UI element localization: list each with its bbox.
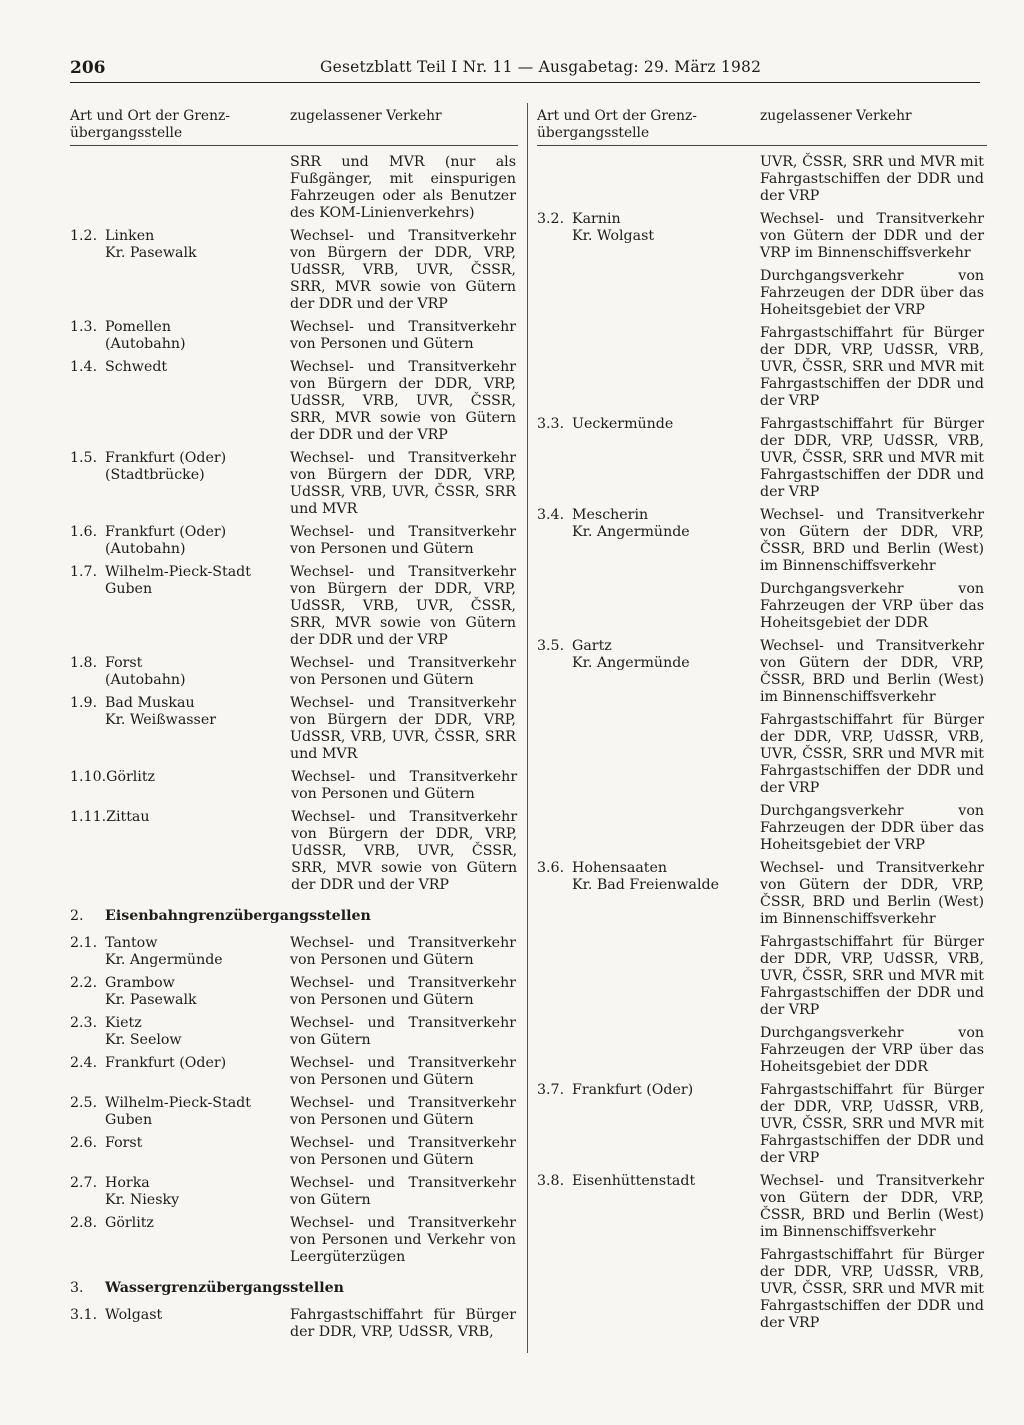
entry-traffic — [291, 809, 517, 894]
list-item — [537, 638, 987, 854]
entry-traffic — [290, 1055, 516, 1089]
traffic-text: Durchgangsverkehr von Fahrzeugen der DDR über das Hoheitsgebiet der VRP — [760, 803, 984, 853]
traffic-text: Wechsel- und Transitverkehr von Bürgern der DDR, VRP, UdSSR, VRB, UVR, ČSSR, SRR, MVR sowie von Gütern der DDR und der VRP — [290, 564, 516, 648]
entry-place: Wolgast — [105, 1307, 163, 1323]
entry-place: Pomellen (Autobahn) — [105, 319, 186, 352]
entry-traffic — [290, 1307, 516, 1341]
traffic-text: Wechsel- und Transitverkehr von Gütern der DDR, VRP, ČSSR, BRD und Berlin (West) im Binnenschiffsverkehr — [760, 860, 984, 927]
entry-place — [105, 154, 290, 222]
entry-place: Bad Muskau Kr. Weißwasser — [105, 695, 217, 728]
entry-traffic — [290, 524, 516, 558]
entry-number: 1.8. — [70, 655, 98, 671]
section-heading — [70, 1280, 518, 1297]
entry-place: Wilhelm-Pieck-Stadt Guben — [105, 1095, 251, 1128]
entry-traffic — [290, 1215, 516, 1266]
traffic-text: Wechsel- und Transitverkehr von Gütern der DDR, VRP, ČSSR, BRD und Berlin (West) im Binnenschiffsverkehr — [760, 638, 984, 705]
entry-number: 2.2. — [70, 975, 98, 991]
entry-number: 2.3. — [70, 1015, 98, 1031]
list-item — [70, 524, 518, 558]
traffic-text: UVR, ČSSR, SRR und MVR mit Fahrgastschiffen der DDR und der VRP — [760, 154, 984, 204]
traffic-text: Wechsel- und Transitverkehr von Bürgern der DDR, VRP, UdSSR, VRB, UVR, ČSSR, SRR, MVR sowie von Gütern der DDR und der VRP — [290, 228, 516, 312]
entry-place: Forst — [105, 1135, 143, 1151]
entry-traffic — [760, 416, 984, 501]
entry-place: Zittau — [106, 809, 150, 825]
entry-number: 1.9. — [70, 695, 98, 711]
section-title: Wassergrenzübergangsstellen — [105, 1280, 344, 1296]
entry-place: Frankfurt (Oder) — [105, 1055, 227, 1071]
list-item — [70, 450, 518, 518]
entry-place: Ueckermünde — [572, 416, 674, 432]
list-item — [537, 416, 987, 501]
page-header — [70, 58, 980, 83]
entry-number: 1.2. — [70, 228, 98, 244]
traffic-text: Durchgangsverkehr von Fahrzeugen der VRP über das Hoheitsgebiet der DDR — [760, 581, 984, 631]
entry-place: Linken Kr. Pasewalk — [105, 228, 197, 261]
list-item — [70, 319, 518, 353]
entry-number: 3.3. — [537, 416, 565, 432]
entry-number: 3.5. — [537, 638, 565, 654]
entry-traffic — [290, 359, 516, 444]
traffic-text: Fahrgastschiffahrt für Bürger der DDR, VRP, UdSSR, VRB, UVR, ČSSR, SRR und MVR mit Fahrgastschiffen der DDR und der VRP — [760, 934, 984, 1018]
traffic-text: Wechsel- und Transitverkehr von Personen und Gütern — [291, 769, 518, 802]
entry-traffic — [290, 564, 516, 649]
entry-place: Kietz Kr. Seelow — [105, 1015, 182, 1048]
entry-traffic — [290, 1095, 516, 1129]
header-place: Art und Ort der Grenz-übergangsstelle — [537, 108, 697, 141]
traffic-text: Wechsel- und Transitverkehr von Personen und Verkehr von Leergüterzügen — [290, 1215, 516, 1265]
entry-place: Horka Kr. Niesky — [105, 1175, 180, 1208]
entry-number — [537, 154, 572, 205]
traffic-text: Wechsel- und Transitverkehr von Bürgern der DDR, VRP, UdSSR, VRB, UVR, ČSSR, SRR und MVR — [290, 450, 516, 517]
header-place: Art und Ort der Grenz-übergangsstelle — [70, 108, 230, 141]
list-item — [70, 975, 518, 1009]
traffic-text: Wechsel- und Transitverkehr von Bürgern der DDR, VRP, UdSSR, VRB, UVR, ČSSR, SRR, MVR sowie von Gütern der DDR und der VRP — [290, 359, 516, 443]
traffic-text: Wechsel- und Transitverkehr von Gütern der DDR, VRP, ČSSR, BRD und Berlin (West) im Binnenschiffsverkehr — [760, 1173, 984, 1240]
list-item — [70, 359, 518, 444]
header-traffic: zugelassener Verkehr — [290, 108, 442, 124]
entry-number: 2.4. — [70, 1055, 98, 1071]
traffic-text: Wechsel- und Transitverkehr von Bürgern der DDR, VRP, UdSSR, VRB, UVR, ČSSR, SRR, MVR sowie von Gütern der DDR und der VRP — [291, 809, 518, 893]
section-title: Eisenbahngrenzübergangsstellen — [105, 908, 371, 924]
entry-traffic — [290, 1175, 516, 1209]
entry-number: 1.4. — [70, 359, 98, 375]
entry-traffic — [760, 638, 984, 854]
section-number: 2. — [70, 908, 84, 924]
section-number: 3. — [70, 1280, 84, 1296]
list-item — [70, 1307, 518, 1341]
entry-traffic — [290, 1135, 516, 1169]
traffic-text: Wechsel- und Transitverkehr von Gütern der DDR und der VRP im Binnenschiffsverkehr — [760, 211, 984, 261]
list-item — [70, 935, 518, 969]
list-item — [70, 564, 518, 649]
header-traffic: zugelassener Verkehr — [760, 108, 912, 124]
entry-number: 2.7. — [70, 1175, 98, 1191]
traffic-text: Wechsel- und Transitverkehr von Personen und Gütern — [290, 1135, 516, 1168]
list-item — [70, 809, 518, 894]
traffic-text: Wechsel- und Transitverkehr von Gütern der DDR, VRP, ČSSR, BRD und Berlin (West) im Binnenschiffsverkehr — [760, 507, 984, 574]
traffic-text: Wechsel- und Transitverkehr von Personen und Gütern — [290, 935, 516, 968]
entry-number: 3.1. — [70, 1307, 98, 1323]
list-item — [70, 1015, 518, 1049]
traffic-text: Wechsel- und Transitverkehr von Personen und Gütern — [290, 524, 516, 557]
traffic-text: Wechsel- und Transitverkehr von Personen und Gütern — [290, 975, 516, 1008]
traffic-text: Fahrgastschiffahrt für Bürger der DDR, VRP, UdSSR, VRB, UVR, ČSSR, SRR und MVR mit Fahrgastschiffen der DDR und der VRP — [760, 1247, 984, 1331]
entry-number: 3.7. — [537, 1082, 565, 1098]
entry-number: 3.8. — [537, 1173, 565, 1189]
list-item — [70, 228, 518, 313]
traffic-text: Fahrgastschiffahrt für Bürger der DDR, VRP, UdSSR, VRB, UVR, ČSSR, SRR und MVR mit Fahrgastschiffen der DDR und der VRP — [760, 712, 984, 796]
entry-traffic — [291, 769, 517, 803]
entry-number: 1.6. — [70, 524, 98, 540]
entry-traffic — [290, 228, 516, 313]
traffic-text: SRR und MVR (nur als Fußgänger, mit einspurigen Fahrzeugen oder als Benutzer des KOM-Linienverkehrs) — [290, 154, 516, 221]
entry-traffic — [290, 975, 516, 1009]
traffic-text: Fahrgastschiffahrt für Bürger der DDR, VRP, UdSSR, VRB, UVR, ČSSR, SRR und MVR mit Fahrgastschiffen der DDR und der VRP — [760, 325, 984, 409]
traffic-text: Durchgangsverkehr von Fahrzeugen der DDR über das Hoheitsgebiet der VRP — [760, 268, 984, 318]
entry-place — [572, 154, 760, 205]
list-item — [70, 1095, 518, 1129]
list-item — [537, 860, 987, 1076]
traffic-text: Fahrgastschiffahrt für Bürger der DDR, VRP, UdSSR, VRB, UVR, ČSSR, SRR und MVR mit Fahrgastschiffen der DDR und der VRP — [760, 1082, 984, 1166]
entry-number: 3.2. — [537, 211, 565, 227]
traffic-text: Fahrgastschiffahrt für Bürger der DDR, VRP, UdSSR, VRB, — [290, 1307, 516, 1340]
running-title: Gesetzblatt Teil I Nr. 11 — Ausgabetag: 29. März 1982 — [320, 58, 762, 76]
entry-number: 1.10. — [70, 769, 107, 785]
entry-number: 1.7. — [70, 564, 98, 580]
entry-place: Mescherin Kr. Angermünde — [572, 507, 690, 540]
entry-place: Wilhelm-Pieck-Stadt Guben — [105, 564, 251, 597]
page-number: 206 — [70, 58, 106, 78]
entry-number: 3.6. — [537, 860, 565, 876]
entry-place: Görlitz — [105, 1215, 154, 1231]
entry-number: 2.5. — [70, 1095, 98, 1111]
traffic-text: Fahrgastschiffahrt für Bürger der DDR, VRP, UdSSR, VRB, UVR, ČSSR, SRR und MVR mit Fahrgastschiffen der DDR und der VRP — [760, 416, 984, 500]
entry-traffic — [290, 450, 516, 518]
list-item — [537, 507, 987, 632]
left-column — [70, 103, 518, 1347]
entry-traffic — [290, 935, 516, 969]
entry-traffic — [290, 1015, 516, 1049]
entry-place: Tantow Kr. Angermünde — [105, 935, 223, 968]
traffic-text: Wechsel- und Transitverkehr von Personen und Gütern — [290, 319, 516, 352]
entry-place: Eisenhüttenstadt — [572, 1173, 696, 1189]
list-item — [70, 695, 518, 763]
entry-number: 1.5. — [70, 450, 98, 466]
entry-traffic — [760, 507, 984, 632]
entry-place: Gartz Kr. Angermünde — [572, 638, 690, 671]
traffic-text: Wechsel- und Transitverkehr von Bürgern der DDR, VRP, UdSSR, VRB, UVR, ČSSR, SRR und MVR — [290, 695, 516, 762]
traffic-text: Durchgangsverkehr von Fahrzeugen der VRP über das Hoheitsgebiet der DDR — [760, 1025, 984, 1075]
list-item — [70, 1055, 518, 1089]
entry-traffic — [290, 695, 516, 763]
entry-place: Grambow Kr. Pasewalk — [105, 975, 197, 1008]
entry-place: Görlitz — [106, 769, 156, 785]
left-column-header — [70, 103, 518, 146]
traffic-text: Wechsel- und Transitverkehr von Personen und Gütern — [290, 1055, 516, 1088]
entry-place: Forst (Autobahn) — [105, 655, 186, 688]
entry-place: Schwedt — [105, 359, 168, 375]
entry-traffic — [290, 319, 516, 353]
list-item — [70, 154, 518, 222]
entry-number: 1.11. — [70, 809, 107, 825]
entry-place: Frankfurt (Oder) — [572, 1082, 694, 1098]
list-item — [537, 1173, 987, 1332]
column-divider — [527, 103, 528, 1353]
entry-place: Hohensaaten Kr. Bad Freienwalde — [572, 860, 720, 893]
section-heading — [70, 908, 518, 925]
list-item — [537, 211, 987, 410]
entry-traffic — [760, 1173, 984, 1332]
entry-place: Frankfurt (Oder) (Stadtbrücke) — [105, 450, 227, 483]
entry-number: 3.4. — [537, 507, 565, 523]
entry-traffic — [760, 860, 984, 1076]
entry-traffic — [760, 1082, 984, 1167]
entry-place: Frankfurt (Oder) (Autobahn) — [105, 524, 227, 557]
entry-number: 2.6. — [70, 1135, 98, 1151]
traffic-text: Wechsel- und Transitverkehr von Gütern — [290, 1175, 516, 1208]
right-column — [537, 103, 987, 1338]
traffic-text: Wechsel- und Transitverkehr von Personen und Gütern — [290, 655, 516, 688]
traffic-text: Wechsel- und Transitverkehr von Gütern — [290, 1015, 516, 1048]
entry-number: 2.1. — [70, 935, 98, 951]
right-column-header — [537, 103, 987, 146]
list-item — [537, 154, 987, 205]
entry-number — [70, 154, 105, 222]
entry-place: Karnin Kr. Wolgast — [572, 211, 655, 244]
entry-traffic — [290, 655, 516, 689]
entry-traffic — [760, 211, 984, 410]
entry-number: 2.8. — [70, 1215, 98, 1231]
entry-number: 1.3. — [70, 319, 98, 335]
list-item — [70, 1175, 518, 1209]
list-item — [70, 1215, 518, 1266]
list-item — [70, 1135, 518, 1169]
entry-traffic — [290, 154, 516, 222]
entry-traffic — [760, 154, 984, 205]
list-item — [537, 1082, 987, 1167]
list-item — [70, 655, 518, 689]
traffic-text: Wechsel- und Transitverkehr von Personen und Gütern — [290, 1095, 516, 1128]
list-item — [70, 769, 518, 803]
